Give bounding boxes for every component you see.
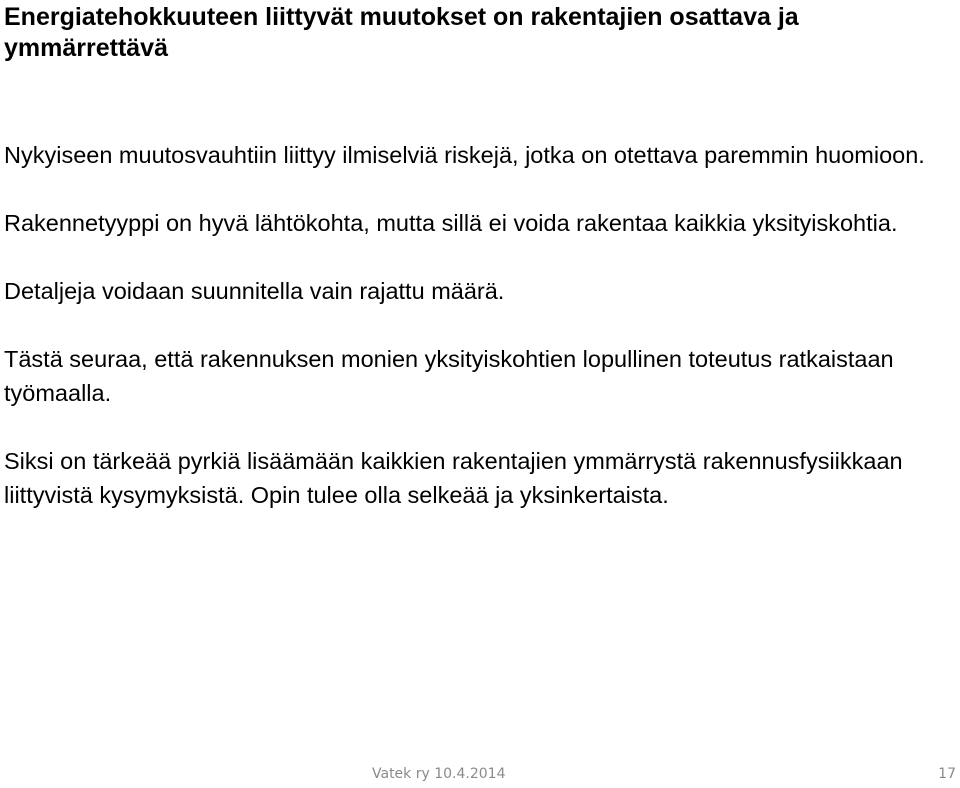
slide-footer [0, 766, 960, 786]
paragraph-understanding: Siksi on tärkeää pyrkiä lisäämään kaikkien rakentajien ymmärrystä rakennusfysiikkaan liittyvistä kysymyksistä. Opin tulee olla selkeää ja yksinkertaista. [4, 448, 903, 508]
slide-body [4, 138, 944, 546]
slide-title: Energiatehokkuuteen liittyvät muutokset on rakentajien osattava ja ymmärrettävä [4, 3, 799, 62]
paragraph-details: Detaljeja voidaan suunnitella vain rajattu määrä. [4, 278, 505, 304]
page-number: 17 [938, 766, 956, 782]
paragraph-structure-type: Rakennetyyppi on hyvä lähtökohta, mutta sillä ei voida rakentaa kaikkia yksityiskohtia. [4, 210, 898, 236]
paragraph-risks: Nykyiseen muutosvauhtiin liittyy ilmiselviä riskejä, jotka on otettava paremmin huomioon. [4, 142, 925, 168]
paragraph-site-implementation: Tästä seuraa, että rakennuksen monien yksityiskohtien lopullinen toteutus ratkaistaan työmaalla. [4, 346, 894, 406]
footer-text: Vatek ry 10.4.2014 [372, 766, 506, 782]
